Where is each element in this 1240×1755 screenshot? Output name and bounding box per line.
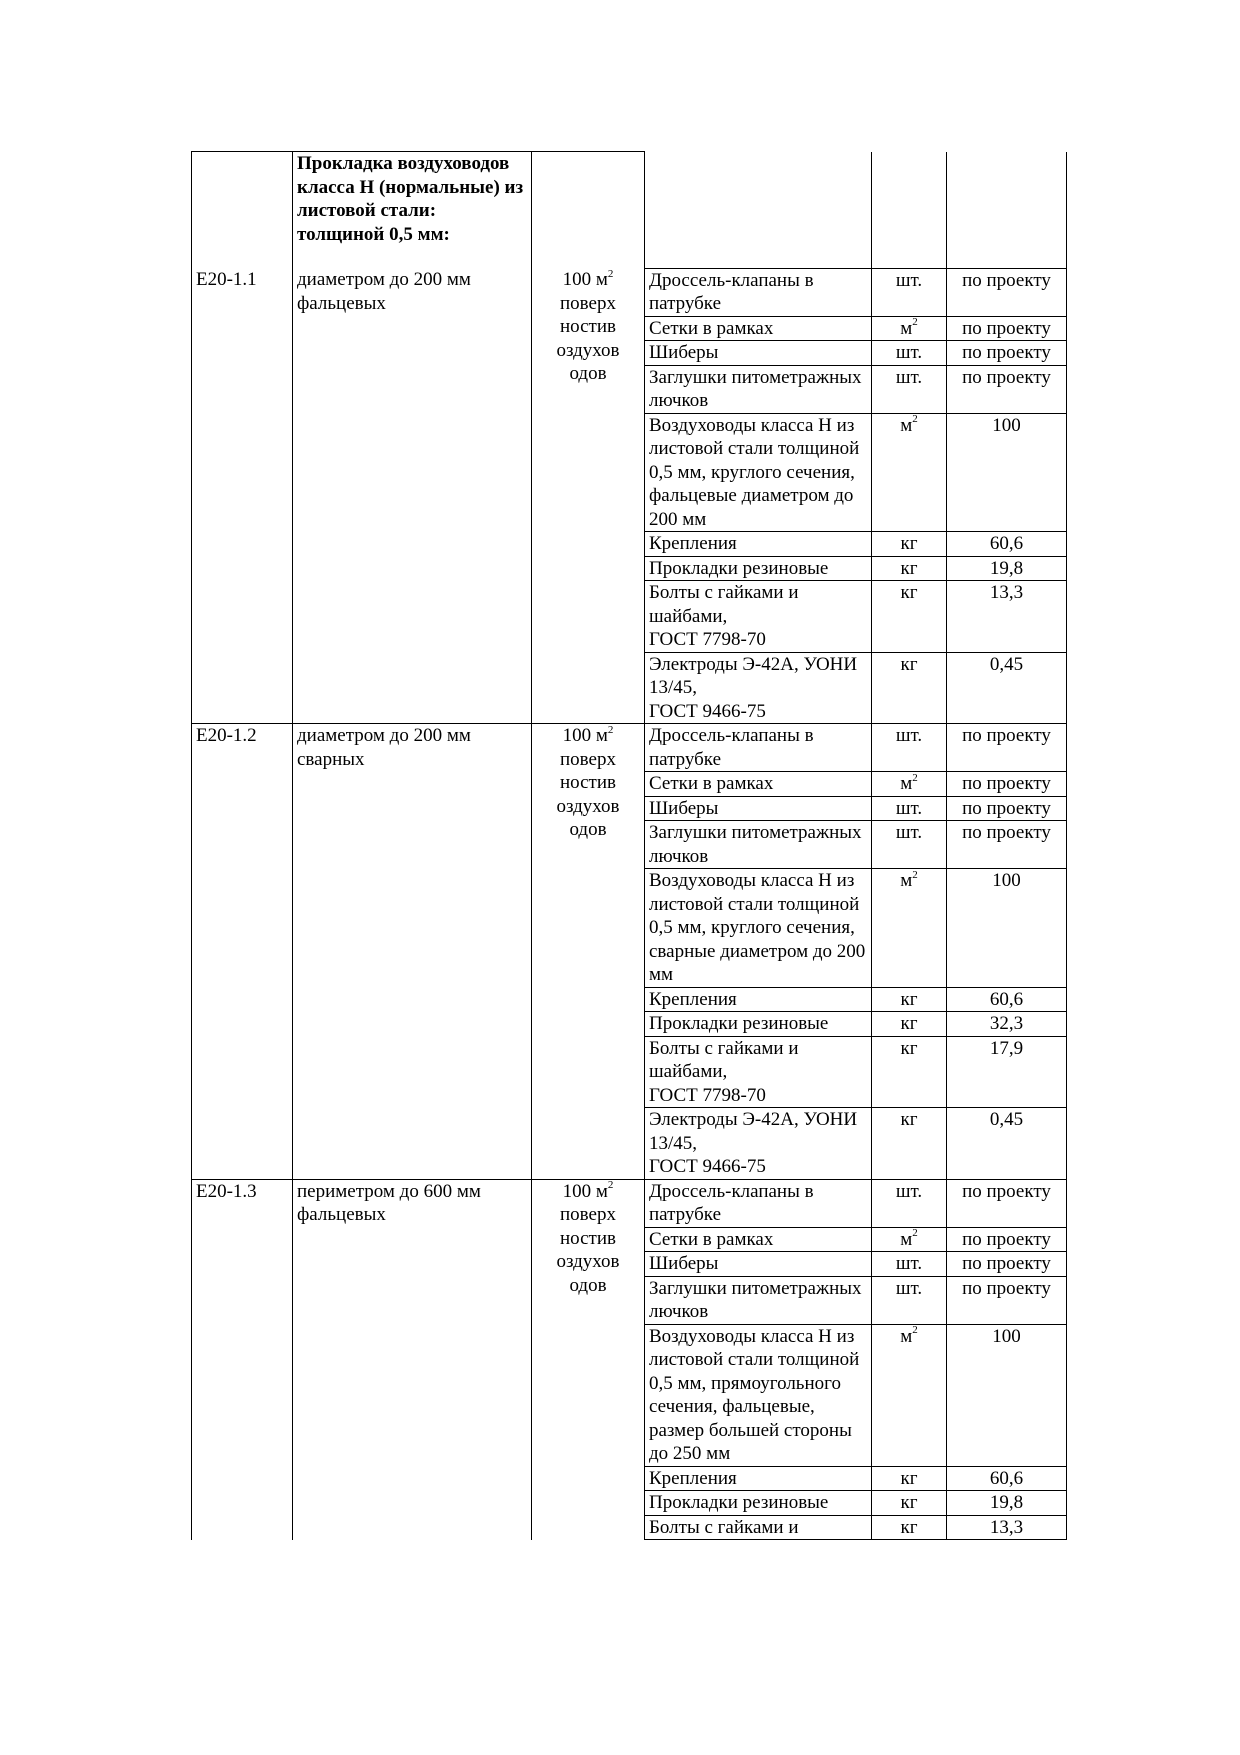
norm-unit-superscript: 2: [607, 1179, 614, 1192]
resource-value: 60,6: [947, 987, 1067, 1012]
unit-base: м: [900, 1325, 913, 1347]
resource-name: Заглушки питометражных лючков: [645, 1276, 872, 1324]
unit-base: м: [900, 773, 913, 794]
norm-name: периметром до 600 мм фальцевых: [293, 1179, 532, 1540]
norm-unit: [532, 268, 645, 724]
header-resource-value-cell: [947, 152, 1067, 269]
resource-unit: кг: [872, 1515, 947, 1540]
resource-unit: кг: [872, 1491, 947, 1516]
unit-superscript: 2: [912, 413, 918, 426]
unit-base: м: [900, 317, 913, 339]
resource-value: 60,6: [947, 532, 1067, 557]
resource-name: Дроссель-клапаны в патрубке: [645, 1179, 872, 1227]
resource-value: по проекту: [947, 365, 1067, 413]
unit-base: м: [900, 870, 913, 891]
norm-unit: [532, 1179, 645, 1540]
resource-unit: [872, 316, 947, 341]
norm-unit-value: 100 м: [562, 725, 608, 746]
header-resource-cell: [645, 152, 872, 269]
resource-name: Заглушки питометражных лючков: [645, 821, 872, 869]
resource-unit: [872, 869, 947, 988]
resource-unit: [872, 772, 947, 797]
resource-name: Дроссель-клапаны в патрубке: [645, 268, 872, 316]
section-header-row: [192, 152, 1067, 269]
resource-unit: кг: [872, 1012, 947, 1037]
norm-code: Е20-1.1: [192, 268, 293, 724]
resource-name: Прокладки резиновые: [645, 1012, 872, 1037]
resource-name: Шиберы: [645, 1252, 872, 1277]
resource-value: по проекту: [947, 1179, 1067, 1227]
resource-unit: шт.: [872, 1252, 947, 1277]
norm-unit-text: поверхностивоздуховодов: [556, 748, 620, 840]
header-code-cell: [192, 152, 293, 269]
resource-name: Сетки в рамках: [645, 1227, 872, 1252]
resource-name: Шиберы: [645, 341, 872, 366]
resource-value: по проекту: [947, 821, 1067, 869]
unit-superscript: 2: [912, 1324, 918, 1337]
table-row: [192, 268, 1067, 316]
resource-value: 13,3: [947, 1515, 1067, 1540]
norm-code: Е20-1.3: [192, 1179, 293, 1540]
document-page: [191, 151, 1066, 1540]
resource-unit: шт.: [872, 821, 947, 869]
resource-value: по проекту: [947, 796, 1067, 821]
resource-name: Болты с гайками и: [645, 1515, 872, 1540]
norm-name: диаметром до 200 мм сварных: [293, 724, 532, 1180]
unit-superscript: 2: [912, 316, 918, 329]
resource-value: 32,3: [947, 1012, 1067, 1037]
resource-name: Болты с гайками и шайбами, ГОСТ 7798-70: [645, 1036, 872, 1108]
resource-name: Воздуховоды класса Н из листовой стали толщиной 0,5 мм, прямоугольного сечения, фальцевые, размер большей стороны до 250 мм: [645, 1324, 872, 1466]
resource-value: по проекту: [947, 316, 1067, 341]
resource-value: 19,8: [947, 556, 1067, 581]
table-row: [192, 724, 1067, 772]
resource-table: [191, 151, 1067, 1540]
resource-value: по проекту: [947, 1227, 1067, 1252]
resource-unit: кг: [872, 652, 947, 724]
resource-name: Болты с гайками и шайбами, ГОСТ 7798-70: [645, 581, 872, 653]
resource-name: Прокладки резиновые: [645, 556, 872, 581]
resource-value: по проекту: [947, 341, 1067, 366]
norm-unit-superscript: 2: [607, 268, 614, 280]
resource-name: Шиберы: [645, 796, 872, 821]
norm-code: Е20-1.2: [192, 724, 293, 1180]
unit-superscript: 2: [912, 1227, 918, 1240]
resource-unit: шт.: [872, 1179, 947, 1227]
resource-name: Сетки в рамках: [645, 772, 872, 797]
resource-unit: шт.: [872, 268, 947, 316]
resource-name: Воздуховоды класса Н из листовой стали толщиной 0,5 мм, круглого сечения, фальцевые диаметром до 200 мм: [645, 413, 872, 532]
resource-unit: шт.: [872, 724, 947, 772]
resource-name: Сетки в рамках: [645, 316, 872, 341]
resource-value: 100: [947, 413, 1067, 532]
norm-unit-text: поверхностивоздуховодов: [556, 292, 620, 384]
unit-base: м: [900, 414, 913, 436]
resource-value: по проекту: [947, 1276, 1067, 1324]
resource-unit: кг: [872, 1108, 947, 1180]
header-resource-unit-cell: [872, 152, 947, 269]
resource-name: Заглушки питометражных лючков: [645, 365, 872, 413]
norm-unit-value: 100 м: [562, 1180, 608, 1202]
resource-unit: [872, 413, 947, 532]
resource-name: Крепления: [645, 1466, 872, 1491]
resource-unit: кг: [872, 556, 947, 581]
resource-unit: кг: [872, 987, 947, 1012]
resource-unit: кг: [872, 1466, 947, 1491]
resource-name: Электроды Э-42А, УОНИ 13/45, ГОСТ 9466-75: [645, 1108, 872, 1180]
unit-base: м: [900, 1228, 913, 1250]
norm-name: диаметром до 200 мм фальцевых: [293, 268, 532, 724]
resource-value: 19,8: [947, 1491, 1067, 1516]
resource-name: Прокладки резиновые: [645, 1491, 872, 1516]
resource-unit: шт.: [872, 796, 947, 821]
resource-value: 13,3: [947, 581, 1067, 653]
resource-unit: кг: [872, 1036, 947, 1108]
resource-name: Крепления: [645, 532, 872, 557]
resource-unit: [872, 1227, 947, 1252]
norm-unit-superscript: 2: [607, 723, 614, 736]
resource-unit: [872, 1324, 947, 1466]
resource-unit: шт.: [872, 1276, 947, 1324]
resource-name: Крепления: [645, 987, 872, 1012]
norm-unit-text: поверхностивоздуховодов: [556, 1204, 620, 1296]
resource-unit: шт.: [872, 341, 947, 366]
resource-value: по проекту: [947, 772, 1067, 797]
header-unit-cell: [532, 152, 645, 269]
norm-unit-value: 100 м: [562, 269, 608, 290]
resource-value: 0,45: [947, 1108, 1067, 1180]
resource-value: по проекту: [947, 1252, 1067, 1277]
resource-unit: шт.: [872, 365, 947, 413]
resource-value: 0,45: [947, 652, 1067, 724]
resource-value: 17,9: [947, 1036, 1067, 1108]
unit-superscript: 2: [912, 868, 918, 881]
resource-value: по проекту: [947, 724, 1067, 772]
resource-value: по проекту: [947, 268, 1067, 316]
resource-table-body: [192, 152, 1067, 1540]
section-title: Прокладка воздуховодов класса Н (нормальные) из листовой стали: толщиной 0,5 мм:: [293, 152, 532, 269]
resource-name: Дроссель-клапаны в патрубке: [645, 724, 872, 772]
resource-value: 60,6: [947, 1466, 1067, 1491]
resource-unit: кг: [872, 532, 947, 557]
table-row: [192, 1179, 1067, 1227]
resource-value: 100: [947, 869, 1067, 988]
resource-value: 100: [947, 1324, 1067, 1466]
resource-name: Воздуховоды класса Н из листовой стали толщиной 0,5 мм, круглого сечения, сварные диаметром до 200 мм: [645, 869, 872, 988]
resource-name: Электроды Э-42А, УОНИ 13/45, ГОСТ 9466-75: [645, 652, 872, 724]
norm-unit: [532, 724, 645, 1180]
unit-superscript: 2: [912, 771, 918, 784]
resource-unit: кг: [872, 581, 947, 653]
